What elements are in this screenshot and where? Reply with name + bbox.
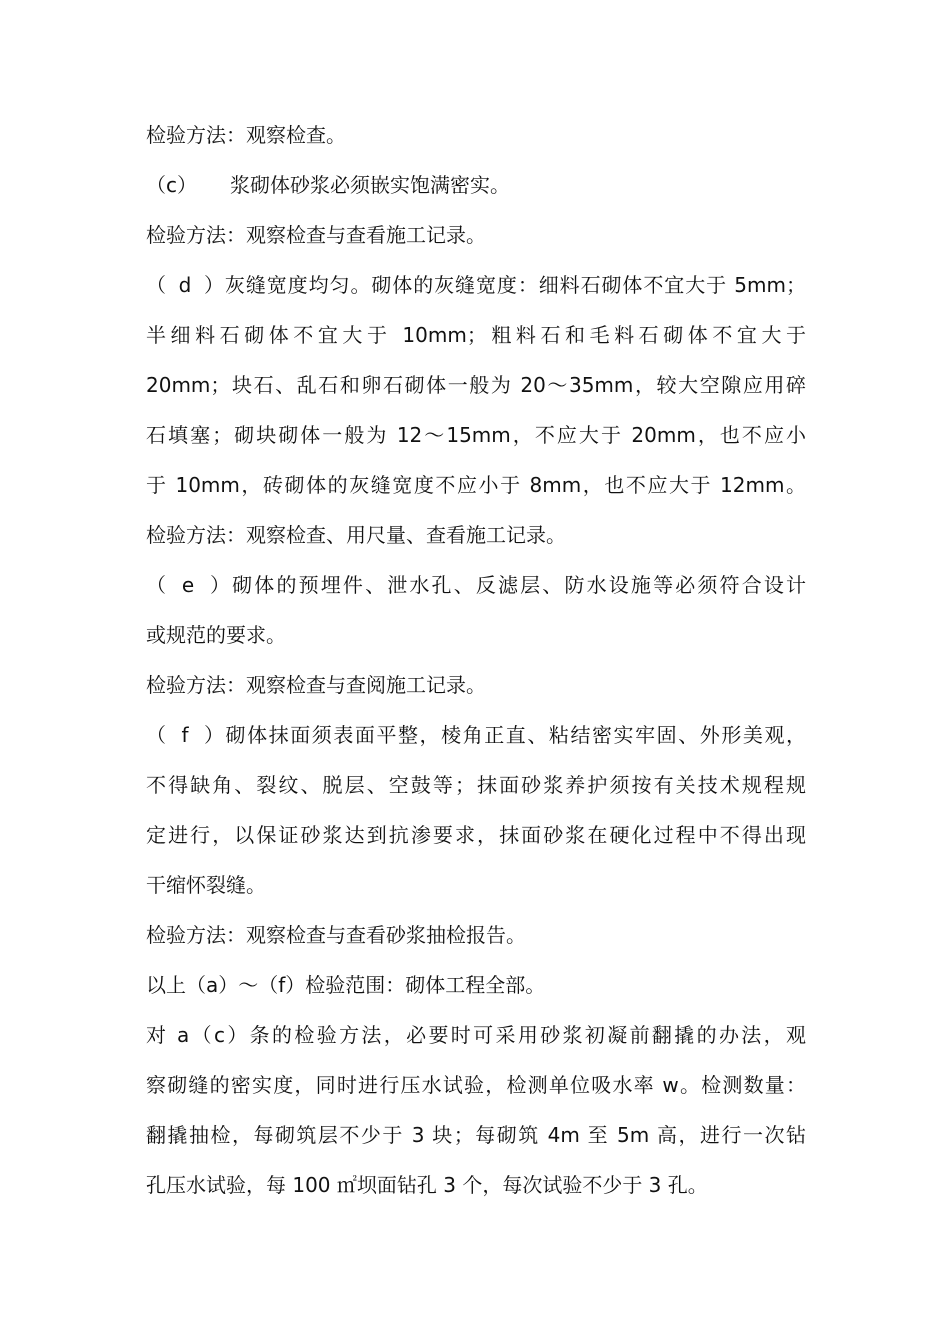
paragraph-line: 检验方法：观察检查。: [146, 123, 346, 147]
paragraph-line: （e）砌体的预埋件、泄水孔、反滤层、防水设施等必须符合设计: [146, 570, 806, 600]
paragraph-line: 20mm；块石、乱石和卵石砌体一般为 20～35mm，较大空隙应用碎: [146, 373, 806, 397]
paragraph-line: 对 a（c）条的检验方法，必要时可采用砂浆初凝前翻撬的办法，观: [146, 1023, 806, 1047]
paragraph-line: 翻撬抽检，每砌筑层不少于 3 块；每砌筑 4m 至 5m 高，进行一次钻: [146, 1123, 806, 1147]
paragraph-line: 半细料石砌体不宜大于 10mm；粗料石和毛料石砌体不宜大于: [146, 323, 806, 347]
paragraph-line: 检验方法：观察检查与查看施工记录。: [146, 223, 486, 247]
paragraph-line: 检验方法：观察检查与查看砂浆抽检报告。: [146, 923, 526, 947]
paragraph-line: 不得缺角、裂纹、脱层、空鼓等；抹面砂浆养护须按有关技术规程规: [146, 773, 806, 797]
item-label: （c）: [146, 173, 197, 197]
paragraph-line: 干缩怀裂缝。: [146, 873, 266, 897]
item-label: （f）: [146, 723, 224, 747]
paragraph-line: 定进行，以保证砂浆达到抗渗要求，抹面砂浆在硬化过程中不得出现: [146, 823, 806, 847]
paragraph-line: 于 10mm，砖砌体的灰缝宽度不应小于 8mm，也不应大于 12mm。: [146, 473, 806, 497]
item-label: （d）: [146, 273, 224, 297]
item-label: （e）: [146, 573, 230, 597]
paragraph-line: 孔压水试验，每 100 ㎡坝面钻孔 3 个，每次试验不少于 3 孔。: [146, 1173, 708, 1197]
paragraph-line: 检验方法：观察检查、用尺量、查看施工记录。: [146, 523, 566, 547]
paragraph-line: 或规范的要求。: [146, 623, 286, 647]
paragraph-line: （f）砌体抹面须表面平整，棱角正直、粘结密实牢固、外形美观，: [146, 720, 806, 750]
paragraph-line: 检验方法：观察检查与查阅施工记录。: [146, 673, 486, 697]
paragraph-line: 石填塞；砌块砌体一般为 12～15mm，不应大于 20mm，也不应小: [146, 423, 806, 447]
paragraph-line: 察砌缝的密实度，同时进行压水试验，检测单位吸水率 w。检测数量：: [146, 1073, 806, 1097]
paragraph-line: （d）灰缝宽度均匀。砌体的灰缝宽度：细料石砌体不宜大于 5mm；: [146, 270, 806, 300]
paragraph-line: 以上（a）～（f）检验范围：砌体工程全部。: [146, 973, 546, 997]
paragraph-line: （c） 浆砌体砂浆必须嵌实饱满密实。: [146, 170, 510, 200]
